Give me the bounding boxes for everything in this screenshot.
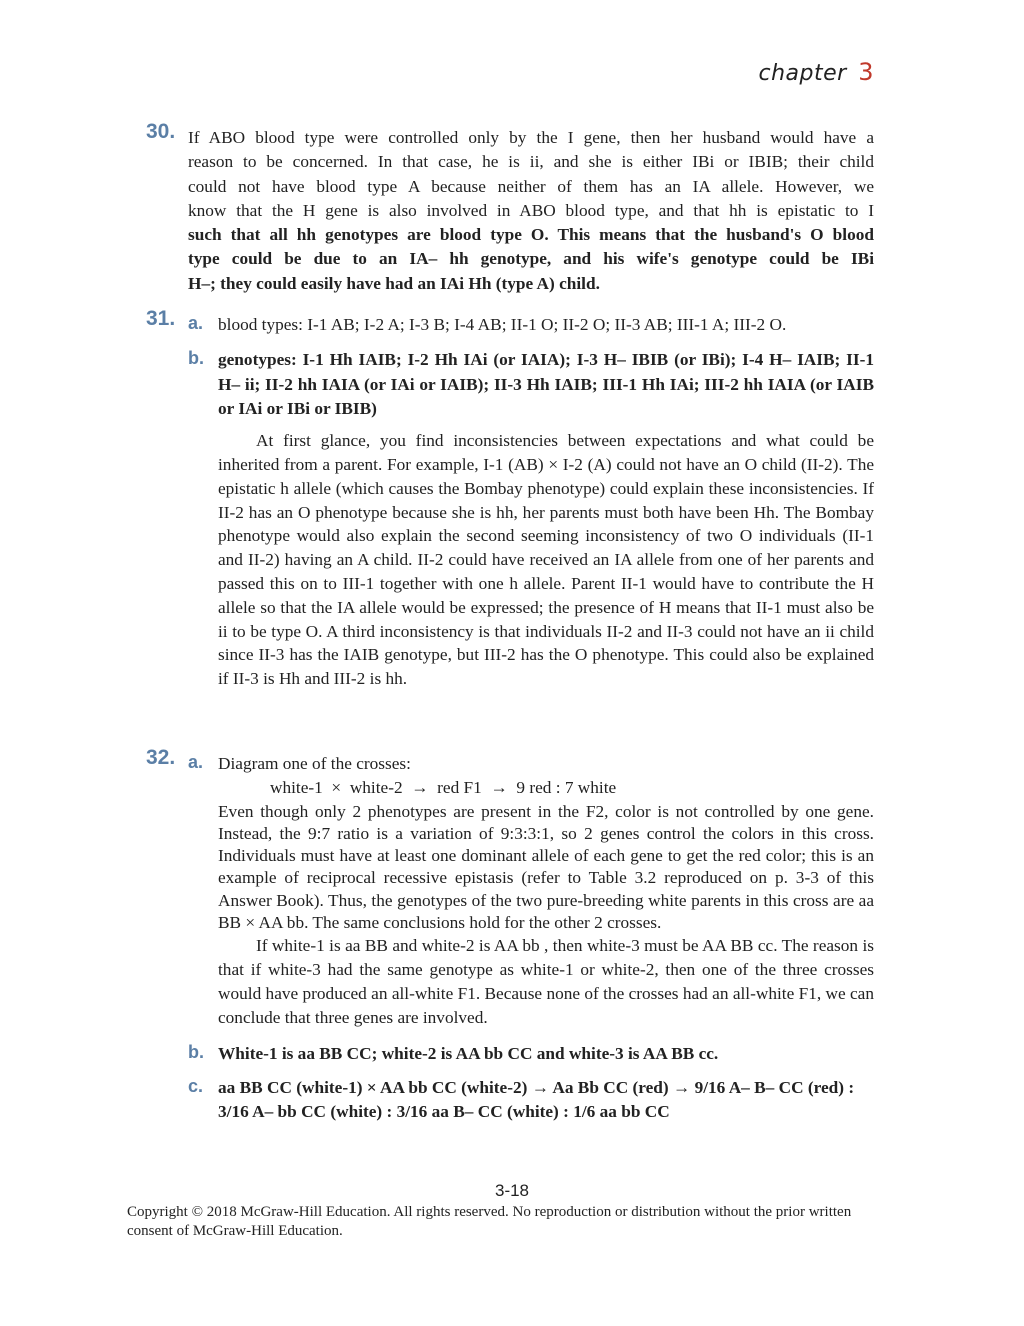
chapter-label: chapter bbox=[758, 61, 847, 86]
answer-line: such that all hh genotypes are blood type O. This means that the husband's O blood bbox=[188, 225, 874, 245]
genotype-answer: White-1 is aa BB CC; white-2 is AA bb CC and white-3 is AA BB cc. bbox=[218, 1043, 719, 1063]
page-number: 3-18 bbox=[494, 1181, 530, 1200]
paragraph-2: If white-1 is aa BB and white-2 is AA bb , then white-3 must be AA BB cc. The reason is that if white-3 had the same genotype as white-1 or white-2, then one of the three crosses would have produced an all-white F1. Because none of the crosses had an all-white F1, we can conclude that three genes are involved. bbox=[218, 936, 874, 1027]
answer-line: know that the H gene is also involved in ABO blood type, and that hh is epistatic to I bbox=[188, 200, 874, 220]
part-label: b. bbox=[188, 1041, 204, 1062]
question-number: 32. bbox=[146, 746, 176, 769]
answer-line: H–; they could easily have had an IAi Hh (type A) child. bbox=[188, 273, 600, 293]
cross-diagram: white-1 × white-2 → red F1 → 9 red : 7 white bbox=[270, 778, 617, 798]
part-label: b. bbox=[188, 348, 204, 369]
part-b bbox=[188, 348, 874, 691]
paragraph-1: Even though only 2 phenotypes are present in the F2, color is not controlled by one gene. Instead, the 9:7 ratio is a variation of 9:3:3:1, so 2 genes control the colors in this cross. Individuals must have at least one dominant allele of each gene to get the red color; this is an example of reciprocal recessive epistasis (refer to Table 3.2 reproduced on p. 3-3 of this Answer Book). Thus, the genotypes of the two pure-breeding white parents in this cross are aa BB × AA bb. The same conclusions hold for the other 2 crosses. bbox=[218, 801, 874, 933]
question-31 bbox=[146, 307, 874, 691]
part-b bbox=[188, 1042, 874, 1066]
answer-line: type could be due to an IA– hh genotype, and his wife's genotype could be IBi bbox=[188, 249, 874, 269]
answer-lines bbox=[188, 126, 874, 296]
diagram-intro: Diagram one of the crosses: bbox=[218, 754, 411, 773]
question-32 bbox=[146, 746, 874, 1124]
question-30 bbox=[146, 120, 874, 296]
copyright-notice: Copyright © 2018 McGraw-Hill Education. All rights reserved. No reproduction or distribution without the prior written consent of McGraw-Hill Education. bbox=[127, 1204, 852, 1239]
answer-line: If ABO blood type were controlled only by the I gene, then her husband would have a bbox=[188, 128, 874, 147]
part-a bbox=[188, 313, 874, 337]
part-a bbox=[188, 752, 874, 1030]
explanation-paragraph: At first glance, you find inconsistencies between expectations and what could be inherited from a parent. For example, I-1 (AB) × I-2 (A) could not have an O child (II-2). The epistatic h allele (which causes the Bombay phenotype) could explain these inconsistencies. If II-2 has an O phenotype because she is hh, her parents must both have been Hh. The Bombay phenotype would also explain the second seeming inconsistency of two O individuals (II-1 and II-2) having an A child. II-2 could have received an IA allele from one of her parents and passed this on to III-1 together with one h allele. Parent II-1 would have to contribute the H allele so that the IA allele would be expressed; the presence of H means that II-1 must also be ii to be type O. A third inconsistency is that individuals II-2 and II-3 could not have an ii child since II-3 has the IAIB genotype, but III-2 has the O phenotype. This could also be explained if II-3 is Hh and III-2 is hh. bbox=[218, 431, 874, 689]
part-label: a. bbox=[188, 313, 204, 333]
part-label: a. bbox=[188, 752, 204, 772]
question-number: 31. bbox=[146, 307, 176, 330]
question-number: 30. bbox=[146, 120, 176, 143]
question-30-answer bbox=[188, 126, 874, 296]
answer-line: could not have blood type A because neither of them has an IA allele. However, we bbox=[188, 176, 874, 196]
cross-result: aa BB CC (white-1) × AA bb CC (white-2) → Aa Bb CC (red) → 9/16 A– B– CC (red) : 3/16 A– bb CC (white) : 3/16 aa B– CC (white) : 1/6 aa bb CC bbox=[218, 1077, 855, 1122]
blood-types: blood types: I-1 AB; I-2 A; I-3 B; I-4 AB; II-1 O; II-2 O; II-3 AB; III-1 A; III-2 O. bbox=[218, 315, 787, 334]
part-label: c. bbox=[188, 1075, 204, 1096]
genotypes: genotypes: I-1 Hh IAIB; I-2 Hh IAi (or IAIA); I-3 H– IBIB (or IBi); I-4 H– IAIB; II-1 H– ii; II-2 hh IAIA (or IAi or IAIB); II-3 Hh IAIB; III-1 Hh IAi; III-2 hh IAIA (or IAIB or IAi or IBi or IBIB) bbox=[218, 350, 874, 418]
part-c bbox=[188, 1076, 874, 1125]
chapter-header bbox=[759, 58, 874, 86]
answer-line: reason to be concerned. In that case, he is ii, and she is either IBi or IBIB; their child bbox=[188, 152, 874, 172]
chapter-number: 3 bbox=[858, 58, 874, 86]
